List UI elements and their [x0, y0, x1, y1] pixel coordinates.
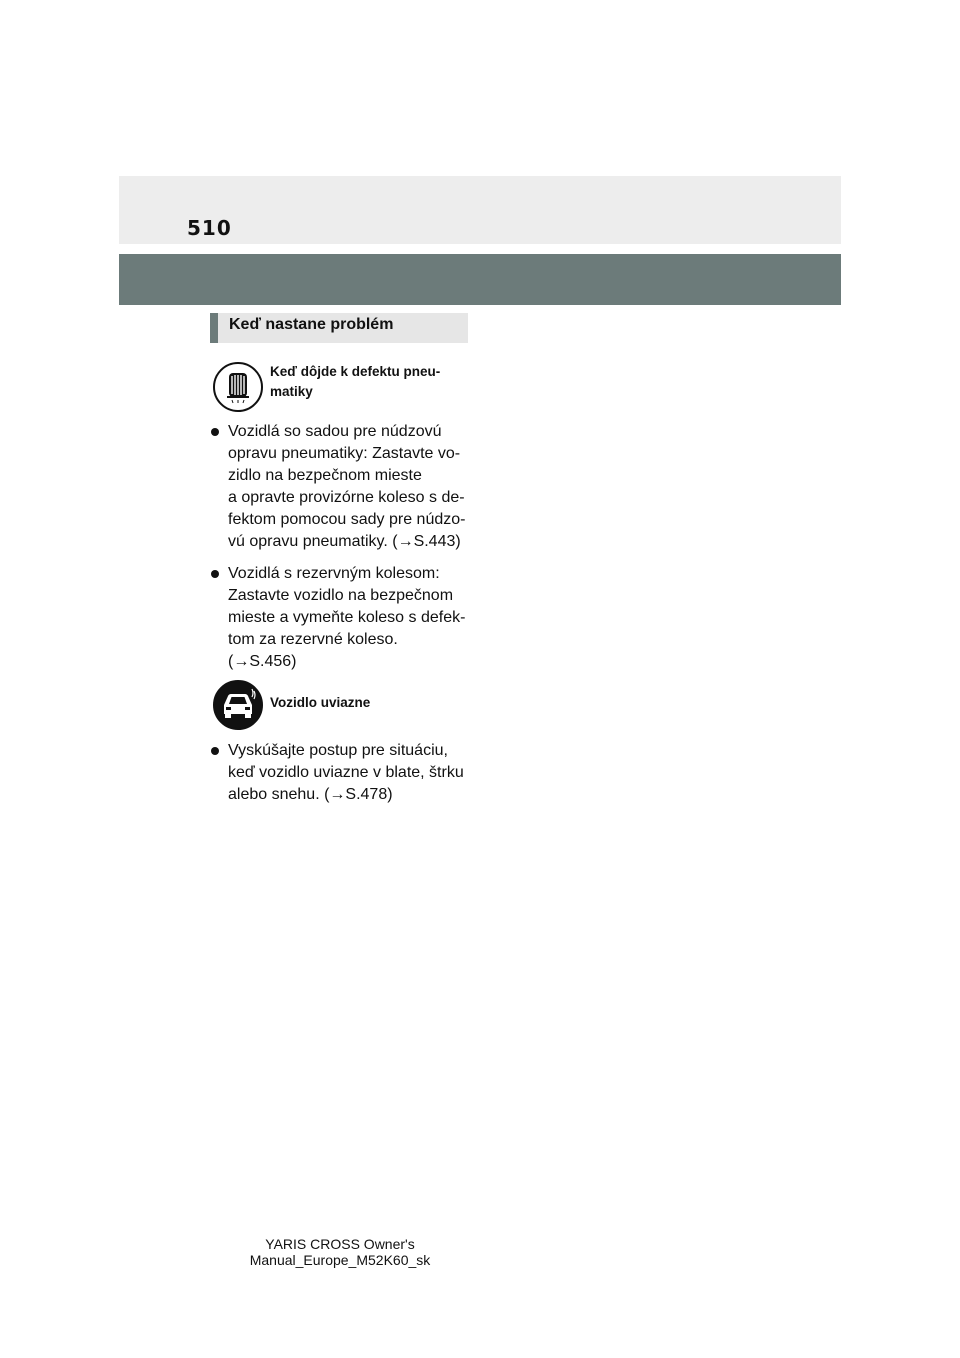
bullet-text: Vyskúšajte postup pre situáciu, keď vozidlo uviazne v blate, štrku alebo snehu. (→S.478) [228, 742, 464, 803]
page-number: 510 [187, 216, 232, 240]
section-bar [119, 254, 841, 305]
bullet-text: Vozidlá s rezervným kolesom: Zastavte vozidlo na bezpečnom mieste a vymeňte koleso s defek- tom za rezervné koleso. (→S.456) [228, 565, 466, 670]
list-item [211, 421, 473, 553]
footer-text: YARIS CROSS Owner's Manual_Europe_M52K60_sk [249, 1236, 431, 1268]
bullets-flat-tire [211, 421, 473, 683]
section-title [210, 313, 468, 343]
list-item [211, 740, 473, 806]
section-title-text: Keď nastane problém [229, 316, 394, 333]
stuck-vehicle-icon [213, 680, 263, 730]
flat-tire-icon [213, 362, 263, 412]
topic-label-flat-tire: Keď dôjde k defektu pneu- matiky [270, 364, 441, 399]
bullet-text: Vozidlá so sadou pre núdzovú opravu pneumatiky: Zastavte vo- zidlo na bezpečnom mieste a opravte provizórne koleso s de- fektom pomocou sady pre núdzo- vú opravu pneumatiky. (→S.443) [228, 423, 466, 550]
list-item [211, 563, 473, 673]
bullets-vehicle-stuck [211, 740, 473, 816]
header-band [119, 176, 841, 244]
topic-label-vehicle-stuck: Vozidlo uviazne [270, 695, 371, 710]
topic-vehicle-stuck [213, 680, 460, 730]
topic-flat-tire [213, 362, 460, 412]
